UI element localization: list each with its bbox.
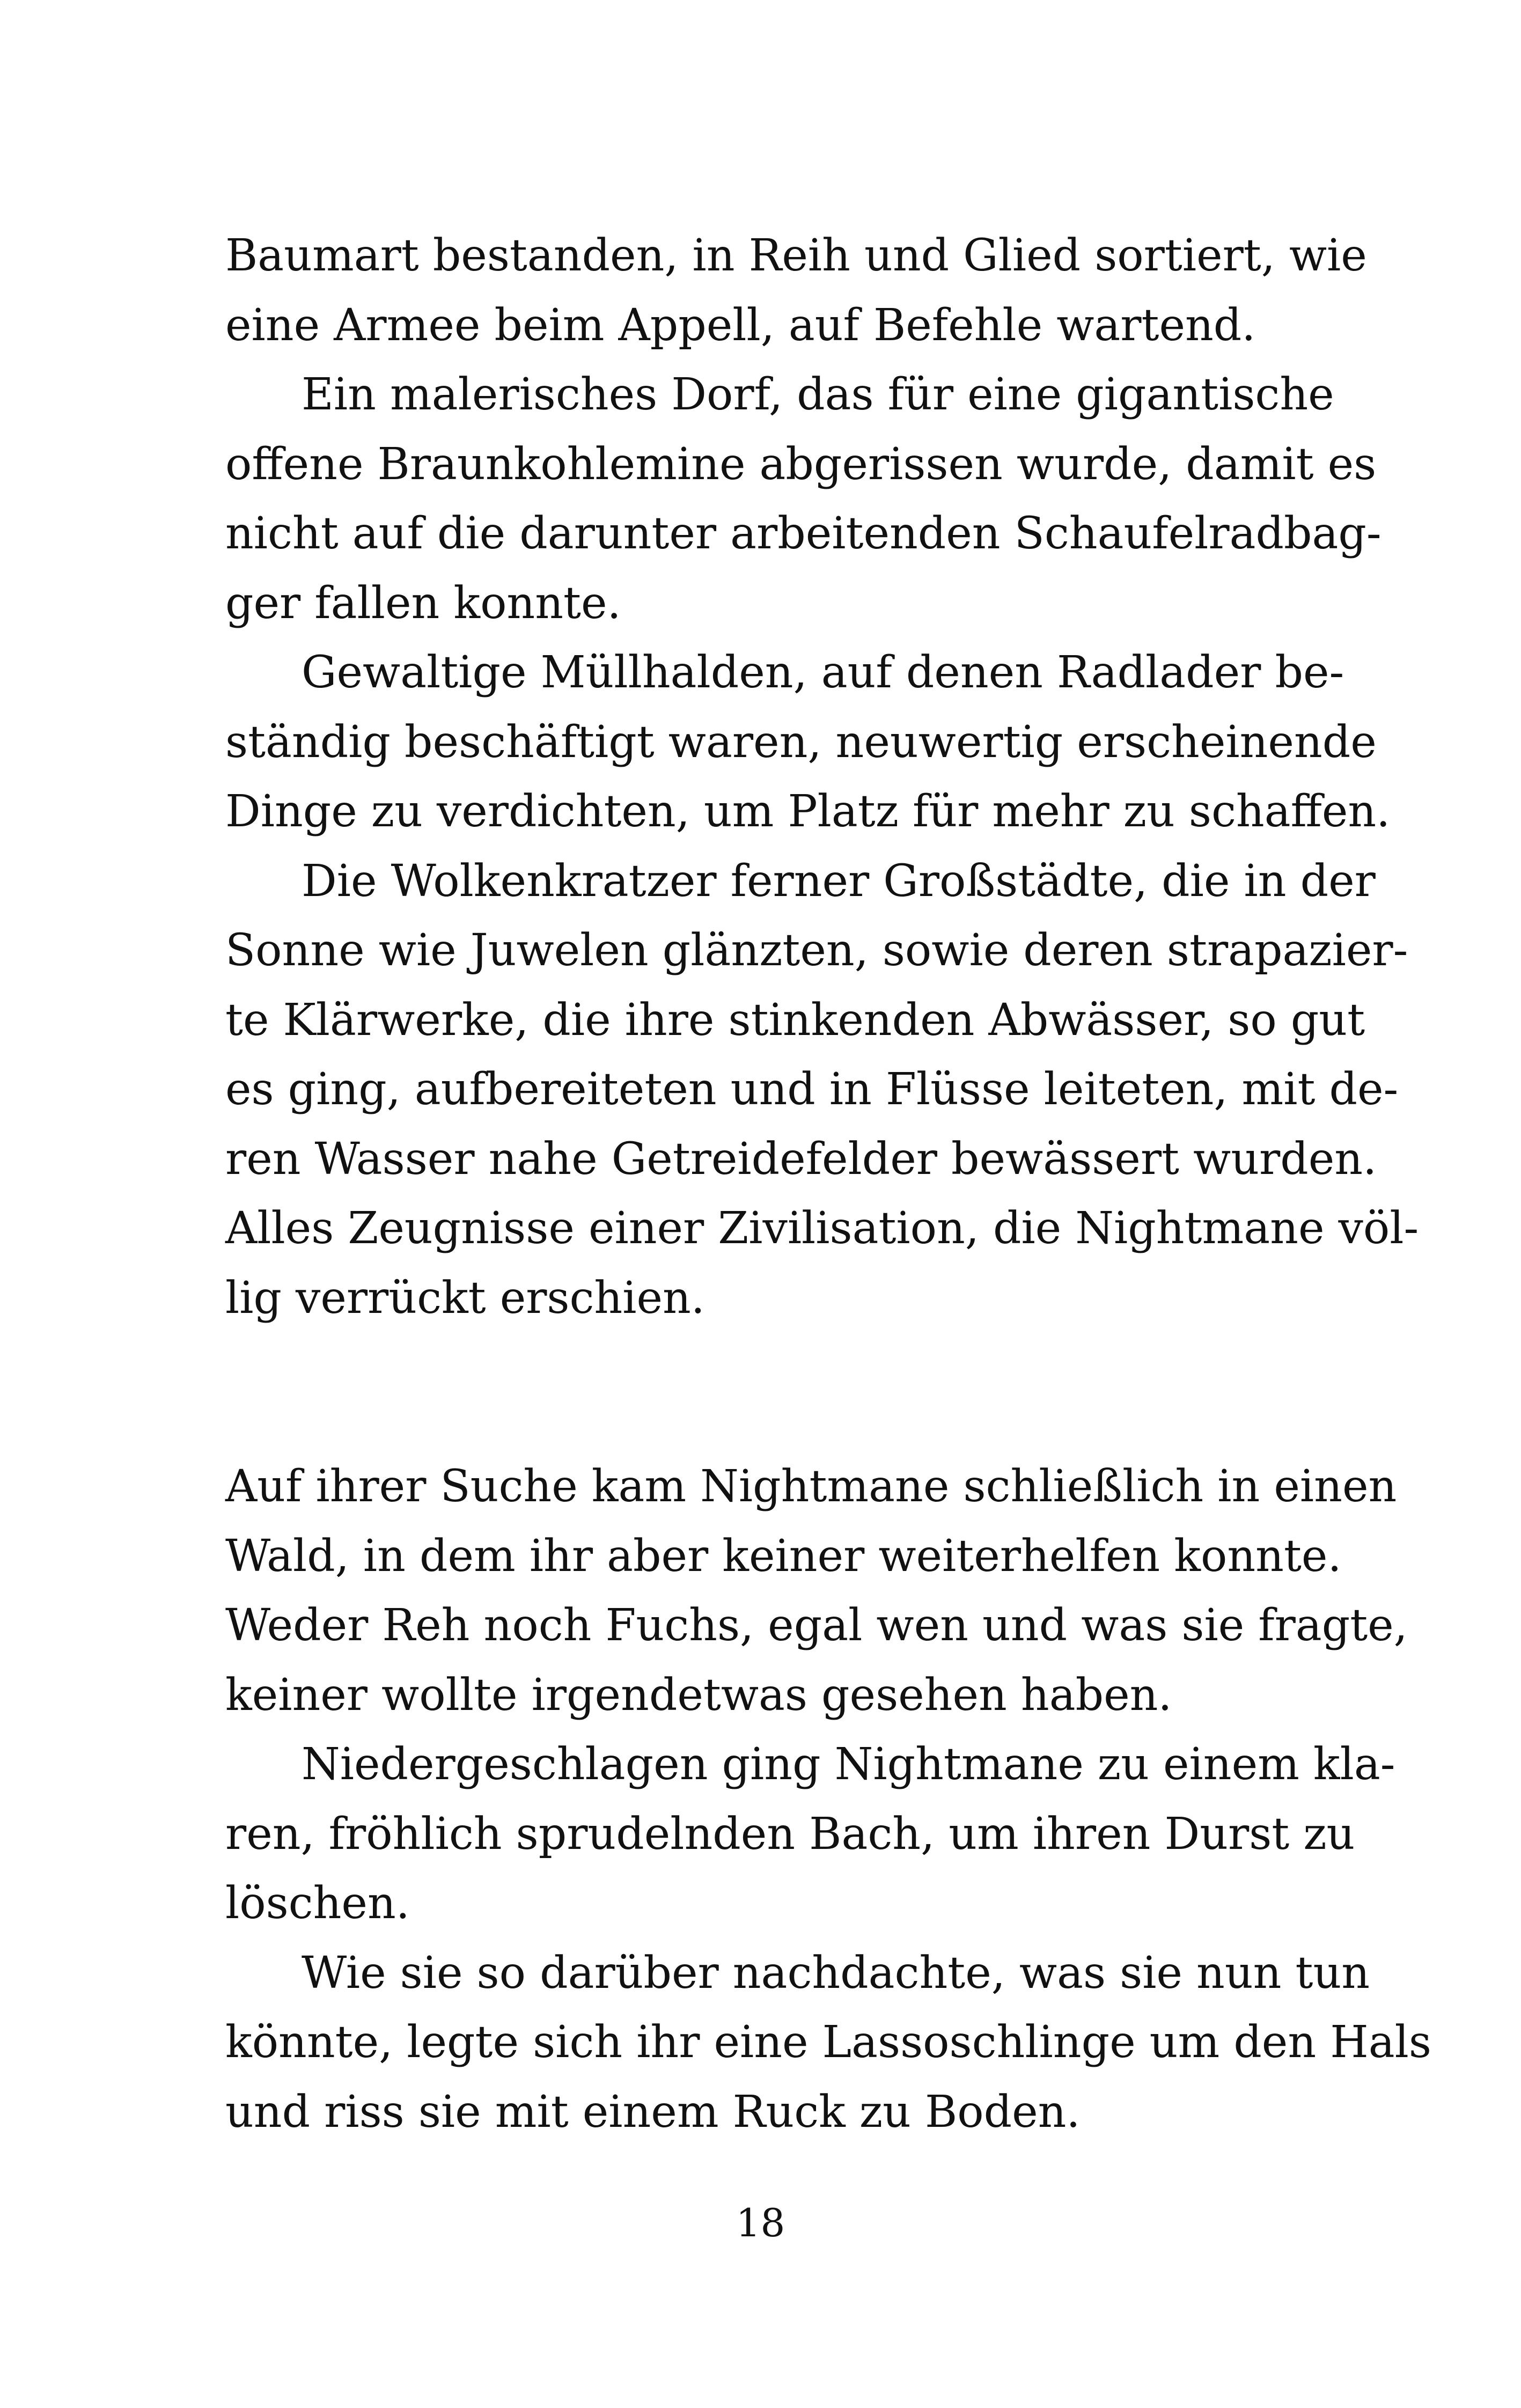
text-line: Alles Zeugnisse einer Zivilisation, die Nightmane völ-: [225, 1203, 1419, 1254]
text-line: keiner wollte irgendetwas gesehen haben.: [225, 1669, 1172, 1721]
text-line: te Klärwerke, die ihre stinkenden Abwässer, so gut: [225, 994, 1365, 1046]
page-number: 18: [736, 2200, 785, 2245]
text-line: offene Braunkohlemine abgerissen wurde, damit es: [225, 438, 1377, 490]
text-line: ren Wasser nahe Getreidefelder bewässert wurden.: [225, 1133, 1377, 1185]
text-line: nicht auf die darunter arbeitenden Schaufelradbag-: [225, 508, 1382, 559]
text-line: es ging, aufbereiteten und in Flüsse leiteten, mit de-: [225, 1064, 1399, 1115]
text-line: löschen.: [225, 1878, 410, 1929]
text-line: lig verrückt erschien.: [225, 1272, 705, 1324]
text-line: Wie sie so darüber nachdachte, was sie nun tun: [302, 1947, 1370, 1999]
text-line: ständig beschäftigt waren, neuwertig erscheinende: [225, 716, 1377, 768]
text-line: ger fallen konnte.: [225, 577, 621, 629]
text-line: und riss sie mit einem Ruck zu Boden.: [225, 2086, 1081, 2138]
text-line: eine Armee beim Appell, auf Befehle wartend.: [225, 299, 1256, 351]
text-line: Wald, in dem ihr aber keiner weiterhelfen konnte.: [225, 1530, 1342, 1582]
text-line: Ein malerisches Dorf, das für eine gigantische: [302, 369, 1334, 420]
text-line: Baumart bestanden, in Reih und Glied sortiert, wie: [225, 230, 1367, 281]
text-section-1: [225, 221, 1419, 1333]
text-line: könnte, legte sich ihr eine Lassoschlinge um den Hals: [225, 2017, 1431, 2068]
text-line: ren, fröhlich sprudelnden Bach, um ihren Durst zu: [225, 1808, 1355, 1860]
text-line: Auf ihrer Suche kam Nightmane schließlich in einen: [225, 1461, 1397, 1512]
text-line: Sonne wie Juwelen glänzten, sowie deren strapazier-: [225, 925, 1408, 976]
text-line: Die Wolkenkratzer ferner Großstädte, die in der: [302, 855, 1376, 907]
text-line: Niedergeschlagen ging Nightmane zu einem kla-: [302, 1739, 1395, 1790]
text-line: Gewaltige Müllhalden, auf denen Radlader be-: [302, 647, 1344, 698]
text-line: Weder Reh noch Fuchs, egal wen und was sie fragte,: [225, 1600, 1408, 1651]
text-line: Dinge zu verdichten, um Platz für mehr zu schaffen.: [225, 786, 1391, 837]
text-section-2: [225, 1452, 1431, 2147]
